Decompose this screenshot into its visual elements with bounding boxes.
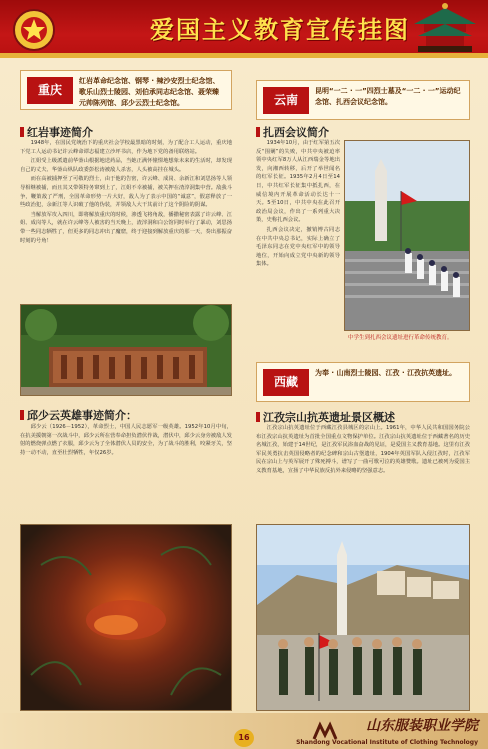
zhaxi-heading (256, 124, 329, 140)
chongqing-tag: 重庆 (27, 77, 73, 104)
header-stripe (0, 53, 488, 58)
heading-bar (20, 410, 24, 420)
jiangzi-heading (256, 409, 395, 425)
chongqing-desc: 红岩革命纪念馆、钢琴 · 辣沙安烈士纪念馆、歌乐山烈士陵园、刘伯承同志纪念馆、聂荣臻元帅陈列馆、邱少云烈士纪念馆。 (79, 77, 220, 107)
hongyan-heading (20, 124, 93, 140)
jiangzi-p1: 江孜宗山抗英遗址位于西藏江孜县城区的宗山上。1961年，中华人民共和国国务院公布江孜宗山抗英遗址为首批全国重点文物保护单位。江孜宗山抗英遗址位于西藏著名的历史名城江孜，始建于14世纪，是江孜军民浴血奋战的见证，是爱国主义教育基地。这里有江孜军民英勇抗击英国侵略者的纪念碑和宗山古堡遗址，1904年英国军队入侵江孜时，江孜军民在宗山上与英军展开了殊死搏斗，谱写了一曲可歌可泣的英雄赞歌。遗址已被列为爱国主义教育基地，宣扬了中华民族反抗外来侵略的坚强意志。 (256, 425, 470, 474)
hongyan-p1: 1948年，在国民党统治下的重庆社会学校最黑暗的时刻，为了配合工人运动，重庆地下党工人运动书记许云峰命谭志福建立沙坪书店，作为地下党的备用联络站。 (20, 140, 232, 155)
hongyan-p4: 当解放军攻入四川，即将解放重庆的时候，渗透飞将角敌，播撒秘密表露了许云峰、江姐、成岗等人，就在许云峰等人被害的当天晚上，渣滓洞和白公馆同时举行了暴动，刘思扬带一些同志牺牲了，但更多的同志冲出了魔窟，终于迎接到解放重庆的那一天，奏出那振奋时刻的号角！ (20, 211, 232, 244)
tibet-banner (256, 362, 470, 402)
qiushaoyun-title: 邱少云英雄事迹简介： (27, 409, 137, 422)
school-name-en: Shandong Vocational Institute of Clothing Technology (296, 739, 478, 746)
painting-photo (20, 524, 232, 711)
zhaxi-memorial-photo (344, 140, 470, 331)
school-name-cn: 山东服装职业学院 (366, 718, 478, 734)
hongyan-p3: 而在高被捕押至了可敬的烈士，由于他的告密，许云峰、成岗、余新江和刘思扬等人领导相继被捕，而且其又带领特务窜到上了，江姐不幸被捕，被关押在渣滓洞集中营。敌我斗争，鞭策敌了严刑，全国革命形势一片大好，敌人为了表示中国的“诚意”，假意释放了一些政治犯，余新江等人识破了他的伪装，并领敌人大干其前计了这个阴险的阴谋。 (20, 176, 232, 209)
heading-bar (20, 127, 24, 137)
qiushaoyun-heading (20, 407, 137, 423)
heading-bar (256, 412, 260, 422)
tibet-tag: 西藏 (263, 369, 309, 396)
jiangzi-title: 江孜宗山抗英遗址景区概述 (263, 411, 395, 424)
hongyan-title: 红岩事迹简介 (27, 126, 93, 139)
chongqing-banner (20, 70, 232, 110)
page-title: 爱国主义教育宣传挂图 (150, 15, 410, 44)
hongyan-text (20, 139, 232, 304)
yunnan-banner (256, 80, 470, 120)
zhaxi-caption: 中学生到扎西会议遗址进行革命传统教育。 (348, 335, 453, 341)
temple-icon (410, 2, 480, 54)
tibet-desc: 为奉 · 山南烈士陵园、江孜 · 江孜抗英遗址。 (315, 369, 457, 377)
qiushaoyun-p1: 邱少云（1926－1952），革命烈士，中国人民志愿军一级英雄。1952年10月中旬，在抗美援朝第一次战斗中，邱少云所在营奉命担负潜伏作战，潜伏中，邱少云身旁被敌人发射的燃烧弹点燃了衣服，邱少云为了全体潜伏人员的安全，为了战斗的胜利，咬紧牙关，坚持一动不动，直至壮烈牺牲，年仅26岁。 (20, 424, 232, 456)
zhaxi-text (256, 139, 340, 335)
zhaxi-title: 扎西会议简介 (263, 126, 329, 139)
relief-sculpture-photo (20, 304, 232, 396)
heading-bar (256, 127, 260, 137)
zhaxi-p2: 扎西会议决定，撤销博古同志在中共中央总书记，实际上确立了毛泽东同志在党中央红军中的领导地位，开始向成立党中央新的领导集体。 (256, 226, 340, 268)
jiangzi-fort-photo (256, 524, 470, 711)
jiangzi-text (256, 424, 470, 522)
emblem-icon (6, 4, 66, 54)
hongyan-p2: 江姐受上级派遣前华蓥山根据地送药品，当她正满怀憧憬地想象未来的生活时，却发现自己的丈夫、华蓥山纵队政委彭松涛被敌人杀害，人头被高挂在城头。 (20, 158, 232, 173)
header-banner (0, 0, 488, 58)
qiushaoyun-text (20, 423, 232, 523)
zhaxi-p1: 1934年10月，由于红军第五次反“围剿”的失败，中共中央被迫率领中央红军8万人从江西瑞金等地出发，向湘西转移，后开了举世闻名的红军长征。1935年2月4日至14日，中共红军长征集中抵扎西，在威信境内开展革命活动长达十一天。5至10日，中共中央在此召开政治局会议，作出了一系列重大决策，史称扎西会议。 (256, 140, 340, 224)
page-number: 16 (234, 729, 254, 747)
yunnan-tag: 云南 (263, 87, 309, 114)
yunnan-desc: 昆明“一二 · 一”四烈士墓及“一二 · 一”运动纪念馆、扎西会议纪念馆。 (315, 87, 461, 106)
